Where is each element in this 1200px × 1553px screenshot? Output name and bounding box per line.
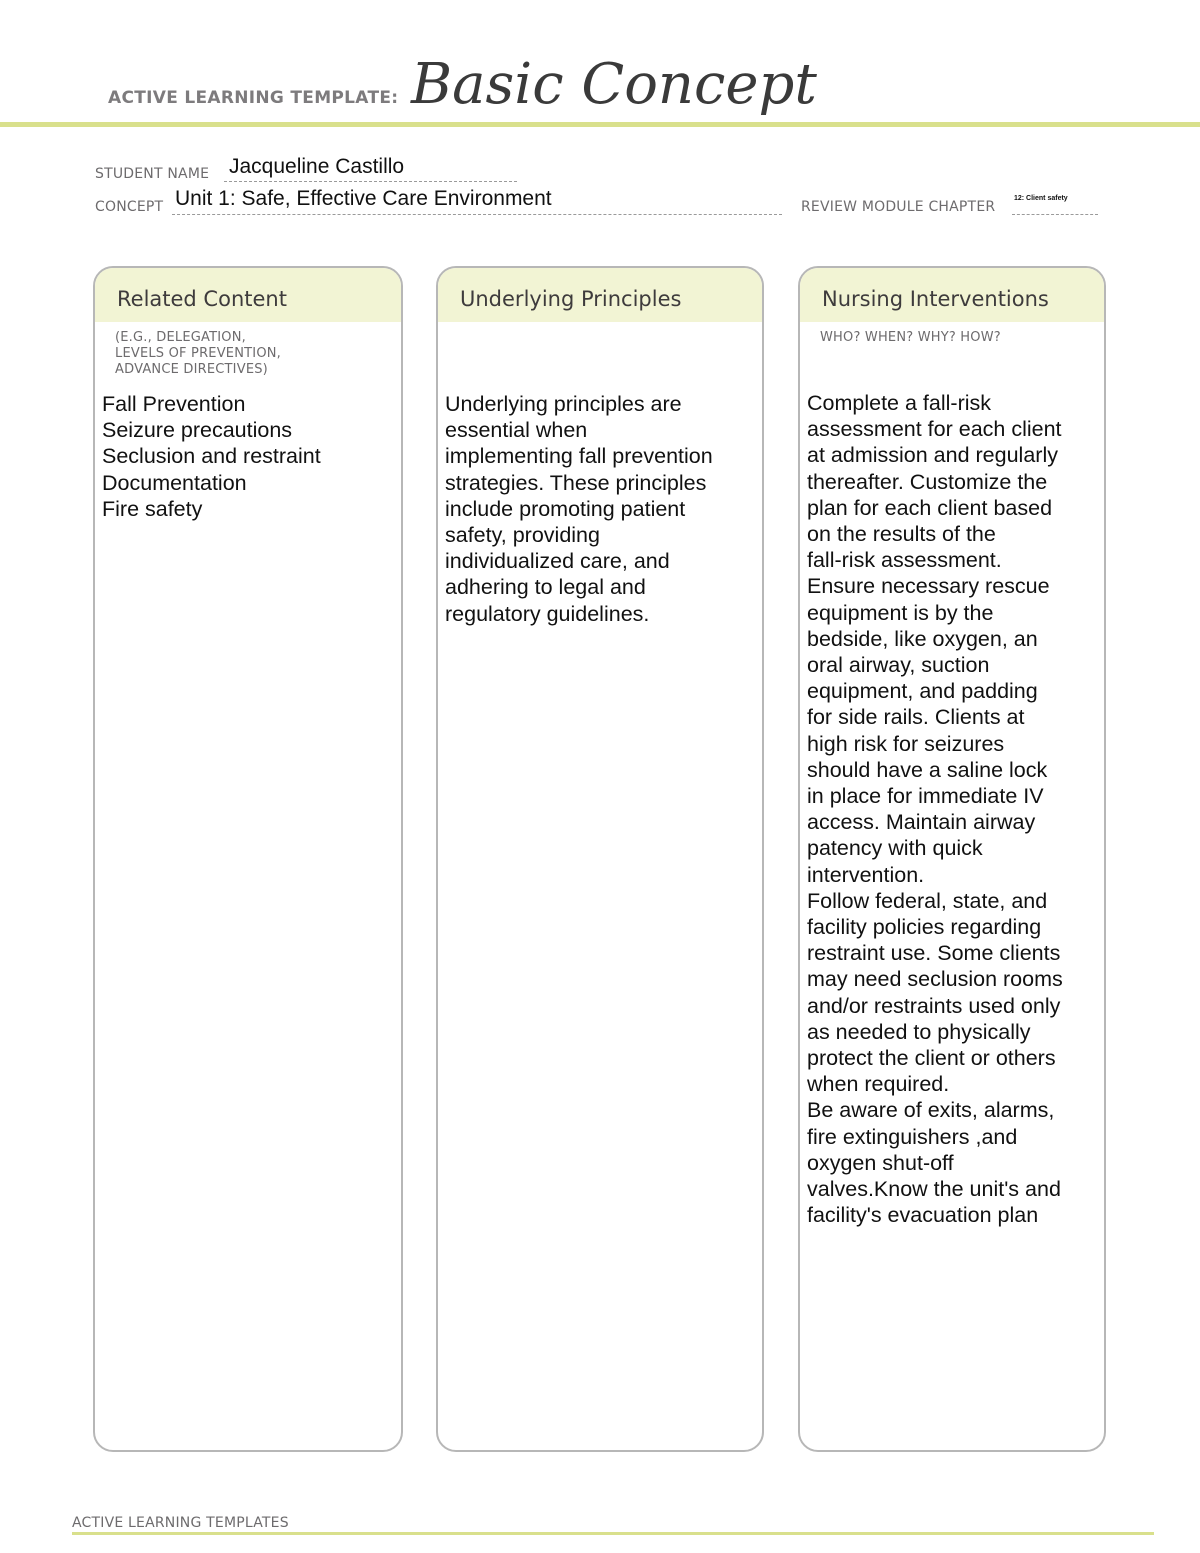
body-line: facility policies regarding <box>807 915 1042 940</box>
underlying-principles-card <box>436 266 764 1452</box>
body-line: when required. <box>807 1072 950 1097</box>
body-line: essential when <box>445 418 588 443</box>
student-name-underline <box>224 181 517 182</box>
body-line: safety, providing <box>445 523 600 548</box>
related-content-title: Related Content <box>117 287 287 311</box>
body-line: fall-risk assessment. <box>807 548 1002 573</box>
body-line: on the results of the <box>807 522 996 547</box>
related-content-card <box>93 266 403 1452</box>
body-line: plan for each client based <box>807 495 1053 520</box>
footer-divider <box>72 1532 1154 1535</box>
body-line: individualized care, and <box>445 549 670 574</box>
related-content-hint <box>115 330 281 378</box>
body-line: Seclusion and restraint <box>102 444 321 469</box>
student-name-value[interactable]: Jacqueline Castillo <box>229 155 405 178</box>
nursing-interventions-title: Nursing Interventions <box>822 287 1049 311</box>
body-line: oxygen shut-off <box>807 1150 954 1175</box>
body-line: Follow federal, state, and <box>807 888 1048 913</box>
student-name-label: STUDENT NAME <box>95 166 210 182</box>
body-line: should have a saline lock <box>807 757 1048 782</box>
body-line: include promoting patient <box>445 496 686 521</box>
header-divider <box>0 122 1200 127</box>
hint-line: ADVANCE DIRECTIVES) <box>115 362 268 377</box>
related-content-header <box>95 268 401 322</box>
hint-line: LEVELS OF PREVENTION, <box>115 346 282 361</box>
concept-value[interactable]: Unit 1: Safe, Effective Care Environment <box>175 187 552 210</box>
body-line: fire extinguishers ,and <box>807 1124 1018 1149</box>
template-header <box>103 52 1103 122</box>
underlying-principles-header <box>438 268 762 322</box>
footer-label: ACTIVE LEARNING TEMPLATES <box>72 1515 289 1531</box>
body-line: adhering to legal and <box>445 575 646 600</box>
related-content-text[interactable] <box>102 391 395 522</box>
template-label: ACTIVE LEARNING TEMPLATE: <box>108 88 399 108</box>
review-chapter-underline <box>1012 214 1098 215</box>
body-line: Underlying principles are <box>445 392 682 416</box>
template-title: Basic Concept <box>411 52 817 117</box>
body-line: regulatory guidelines. <box>445 601 650 626</box>
review-chapter-label: REVIEW MODULE CHAPTER <box>801 199 996 215</box>
nursing-interventions-text[interactable] <box>807 390 1098 1229</box>
body-line: assessment for each client <box>807 417 1062 442</box>
body-line: intervention. <box>807 862 925 887</box>
concept-label: CONCEPT <box>95 199 164 215</box>
body-line: valves.Know the unit's and <box>807 1177 1061 1202</box>
body-line: Seizure precautions <box>102 418 293 443</box>
body-line: equipment is by the <box>807 600 994 625</box>
body-line: in place for immediate IV <box>807 784 1044 809</box>
body-line: at admission and regularly <box>807 443 1058 468</box>
body-line: for side rails. Clients at <box>807 705 1025 730</box>
review-chapter-value[interactable]: 12: Client safety <box>1014 195 1068 202</box>
body-line: Complete a fall-risk <box>807 391 991 415</box>
hint-line: (E.G., DELEGATION, <box>115 330 246 345</box>
body-line: equipment, and padding <box>807 679 1038 704</box>
body-line: Fall Prevention <box>102 392 246 416</box>
underlying-principles-title: Underlying Principles <box>460 287 682 311</box>
body-line: and/or restraints used only <box>807 993 1061 1018</box>
body-line: patency with quick <box>807 836 983 861</box>
nursing-interventions-card <box>798 266 1106 1452</box>
nursing-interventions-hint <box>820 330 1001 346</box>
body-line: access. Maintain airway <box>807 810 1036 835</box>
nursing-interventions-header <box>800 268 1104 322</box>
body-line: oral airway, suction <box>807 653 990 678</box>
body-line: Fire safety <box>102 496 203 521</box>
body-line: strategies. These principles <box>445 470 707 495</box>
body-line: implementing fall prevention <box>445 444 713 469</box>
body-line: bedside, like oxygen, an <box>807 626 1038 651</box>
body-line: facility's evacuation plan <box>807 1203 1039 1228</box>
body-line: thereafter. Customize the <box>807 469 1048 494</box>
hint-line: WHO? WHEN? WHY? HOW? <box>820 330 1001 345</box>
underlying-principles-text[interactable] <box>445 391 756 627</box>
concept-underline <box>172 214 782 215</box>
body-line: as needed to physically <box>807 1019 1031 1044</box>
body-line: protect the client or others <box>807 1046 1056 1071</box>
body-line: Be aware of exits, alarms, <box>807 1098 1055 1123</box>
body-line: may need seclusion rooms <box>807 967 1063 992</box>
body-line: high risk for seizures <box>807 731 1005 756</box>
body-line: Ensure necessary rescue <box>807 574 1050 599</box>
body-line: Documentation <box>102 470 247 495</box>
body-line: restraint use. Some clients <box>807 941 1061 966</box>
